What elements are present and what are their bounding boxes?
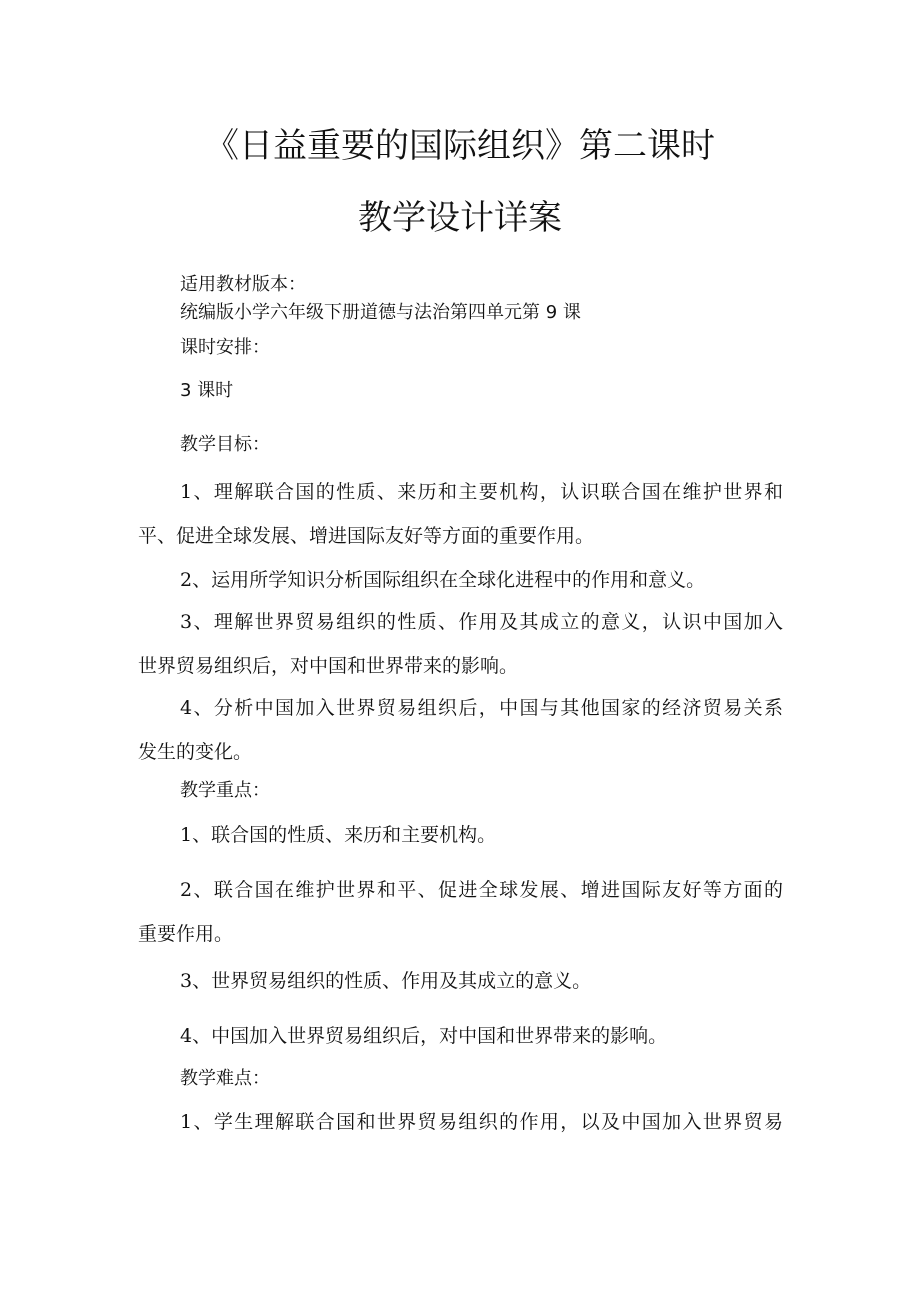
- key-points-heading: 教学重点：: [180, 780, 270, 801]
- schedule-value: 3 课时: [180, 380, 234, 401]
- schedule-label: 课时安排：: [180, 337, 270, 358]
- objective-3-line2: 世界贸易组织后，对中国和世界带来的影响。: [138, 655, 519, 677]
- objective-2: 2、运用所学知识分析国际组织在全球化进程中的作用和意义。: [180, 569, 706, 591]
- key-point-2-line2: 重要作用。: [138, 923, 234, 945]
- document-title-line2: 教学设计详案: [358, 198, 562, 238]
- document-title-line1: 《日益重要的国际组织》第二课时: [205, 126, 715, 166]
- textbook-label: 适用教材版本：: [180, 274, 306, 295]
- objective-4-line2: 发生的变化。: [138, 741, 253, 763]
- objective-1-line2: 平、促进全球发展、增进国际友好等方面的重要作用。: [138, 525, 595, 547]
- objective-3-line1: 3、理解世界贸易组织的性质、作用及其成立的意义，认识中国加入: [180, 611, 783, 633]
- key-point-3: 3、世界贸易组织的性质、作用及其成立的意义。: [180, 970, 592, 992]
- objective-1-line1: 1、理解联合国的性质、来历和主要机构，认识联合国在维护世界和: [180, 481, 783, 503]
- key-point-1: 1、联合国的性质、来历和主要机构。: [180, 824, 497, 846]
- key-point-4: 4、中国加入世界贸易组织后，对中国和世界带来的影响。: [180, 1025, 668, 1047]
- difficulty-1-line1: 1、学生理解联合国和世界贸易组织的作用，以及中国加入世界贸易: [180, 1111, 783, 1133]
- objectives-heading: 教学目标：: [180, 434, 270, 455]
- objective-4-line1: 4、分析中国加入世界贸易组织后，中国与其他国家的经济贸易关系: [180, 697, 783, 719]
- difficulties-heading: 教学难点：: [180, 1068, 270, 1089]
- textbook-value: 统编版小学六年级下册道德与法治第四单元第 9 课: [180, 302, 581, 323]
- key-point-2-line1: 2、联合国在维护世界和平、促进全球发展、增进国际友好等方面的: [180, 879, 783, 901]
